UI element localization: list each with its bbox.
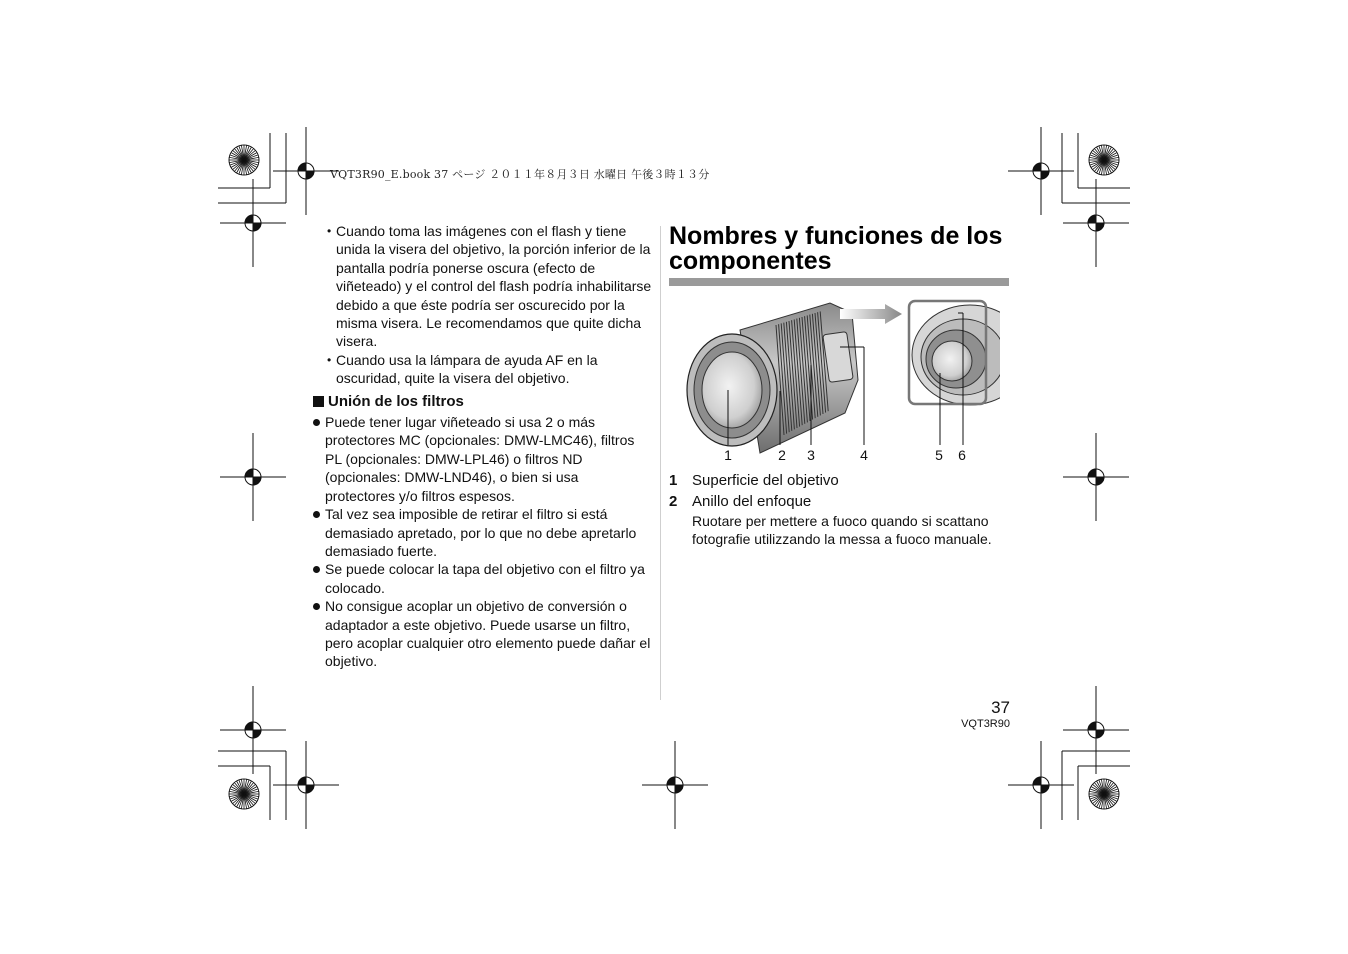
list-item: • Cuando usa la lámpara de ayuda AF en la oscuridad, quite la visera del objetivo.	[336, 351, 652, 388]
component-description: Ruotare per mettere a fuoco quando si scattano fotografie utilizzando la messa a fuoco manuale.	[692, 513, 992, 547]
component-number: 1	[669, 472, 678, 489]
callout-label: 4	[860, 447, 868, 463]
star-target-icon	[1089, 145, 1119, 175]
star-target-icon	[229, 779, 259, 809]
visor-notes	[312, 222, 652, 388]
callout-label: 3	[807, 447, 815, 463]
component-item	[669, 491, 1014, 512]
callout-label: 1	[724, 447, 732, 463]
components-list	[669, 470, 1014, 548]
list-item: Puede tener lugar viñeteado si usa 2 o más protectores MC (opcionales: DMW-LMC46), filtros PL (opcionales: DMW-LPL46) o filtros ND (opcionales: DMW-LND46), o bien si usa protectores y/o filtros espesos.	[325, 413, 652, 505]
registration-mark-icon	[273, 741, 339, 829]
list-item: • Cuando toma las imágenes con el flash y tiene unida la visera del objetivo, la porción inferior de la pantalla podría ponerse oscura (efecto de viñeteado) y el control del flash podría inhabilitarse debido a que éste podría ser oscurecido por la misma visera. Le recomendamos que quite dicha visera.	[336, 222, 652, 351]
list-item: No consigue acoplar un objetivo de conversión o adaptador a este objetivo. Puede usarse un filtro, pero acoplar cualquier otro elemento puede dañar el objetivo.	[325, 598, 651, 670]
component-name: Superficie del objetivo	[692, 472, 839, 489]
list-item: Se puede colocar la tapa del objetivo con el filtro ya colocado.	[325, 560, 652, 597]
title-rule	[669, 278, 1009, 286]
section-heading	[312, 393, 652, 411]
section-heading-text: Unión de los filtros	[328, 392, 464, 410]
registration-mark-icon	[220, 179, 286, 267]
registration-mark-icon	[642, 741, 708, 829]
callout-label: 6	[958, 447, 966, 463]
registration-mark-icon	[1008, 127, 1074, 215]
callout-label: 5	[935, 447, 943, 463]
registration-mark-icon	[1063, 179, 1129, 267]
star-target-icon	[1089, 779, 1119, 809]
registration-mark-icon	[1063, 686, 1129, 774]
lens-illustration	[680, 295, 1000, 467]
column-divider	[660, 226, 661, 700]
component-number: 2	[669, 493, 678, 510]
filter-notes	[312, 413, 652, 671]
component-item	[669, 470, 1014, 491]
page-title: Nombres y funciones de los componentes	[669, 222, 1003, 275]
page-number: 37	[991, 698, 1010, 717]
component-name: Anillo del enfoque	[692, 493, 812, 510]
registration-mark-icon	[220, 433, 286, 521]
registration-mark-icon	[220, 686, 286, 774]
black-square-icon	[313, 396, 324, 407]
mount-inset	[909, 301, 1000, 405]
print-header: VQT3R90_E.book 37 ページ ２０１１年８月３日 水曜日 午後３時１３分	[330, 168, 710, 181]
star-target-icon	[229, 145, 259, 175]
list-item: Tal vez sea imposible de retirar el filtro si está demasiado apretado, por lo que no debe apretarlo demasiado fuerte.	[325, 505, 652, 560]
left-column	[312, 222, 652, 671]
registration-mark-icon	[1008, 741, 1074, 829]
lens-surface	[702, 352, 762, 428]
registration-mark-icon	[1063, 433, 1129, 521]
document-code: VQT3R90	[961, 718, 1010, 730]
callout-label: 2	[778, 447, 786, 463]
